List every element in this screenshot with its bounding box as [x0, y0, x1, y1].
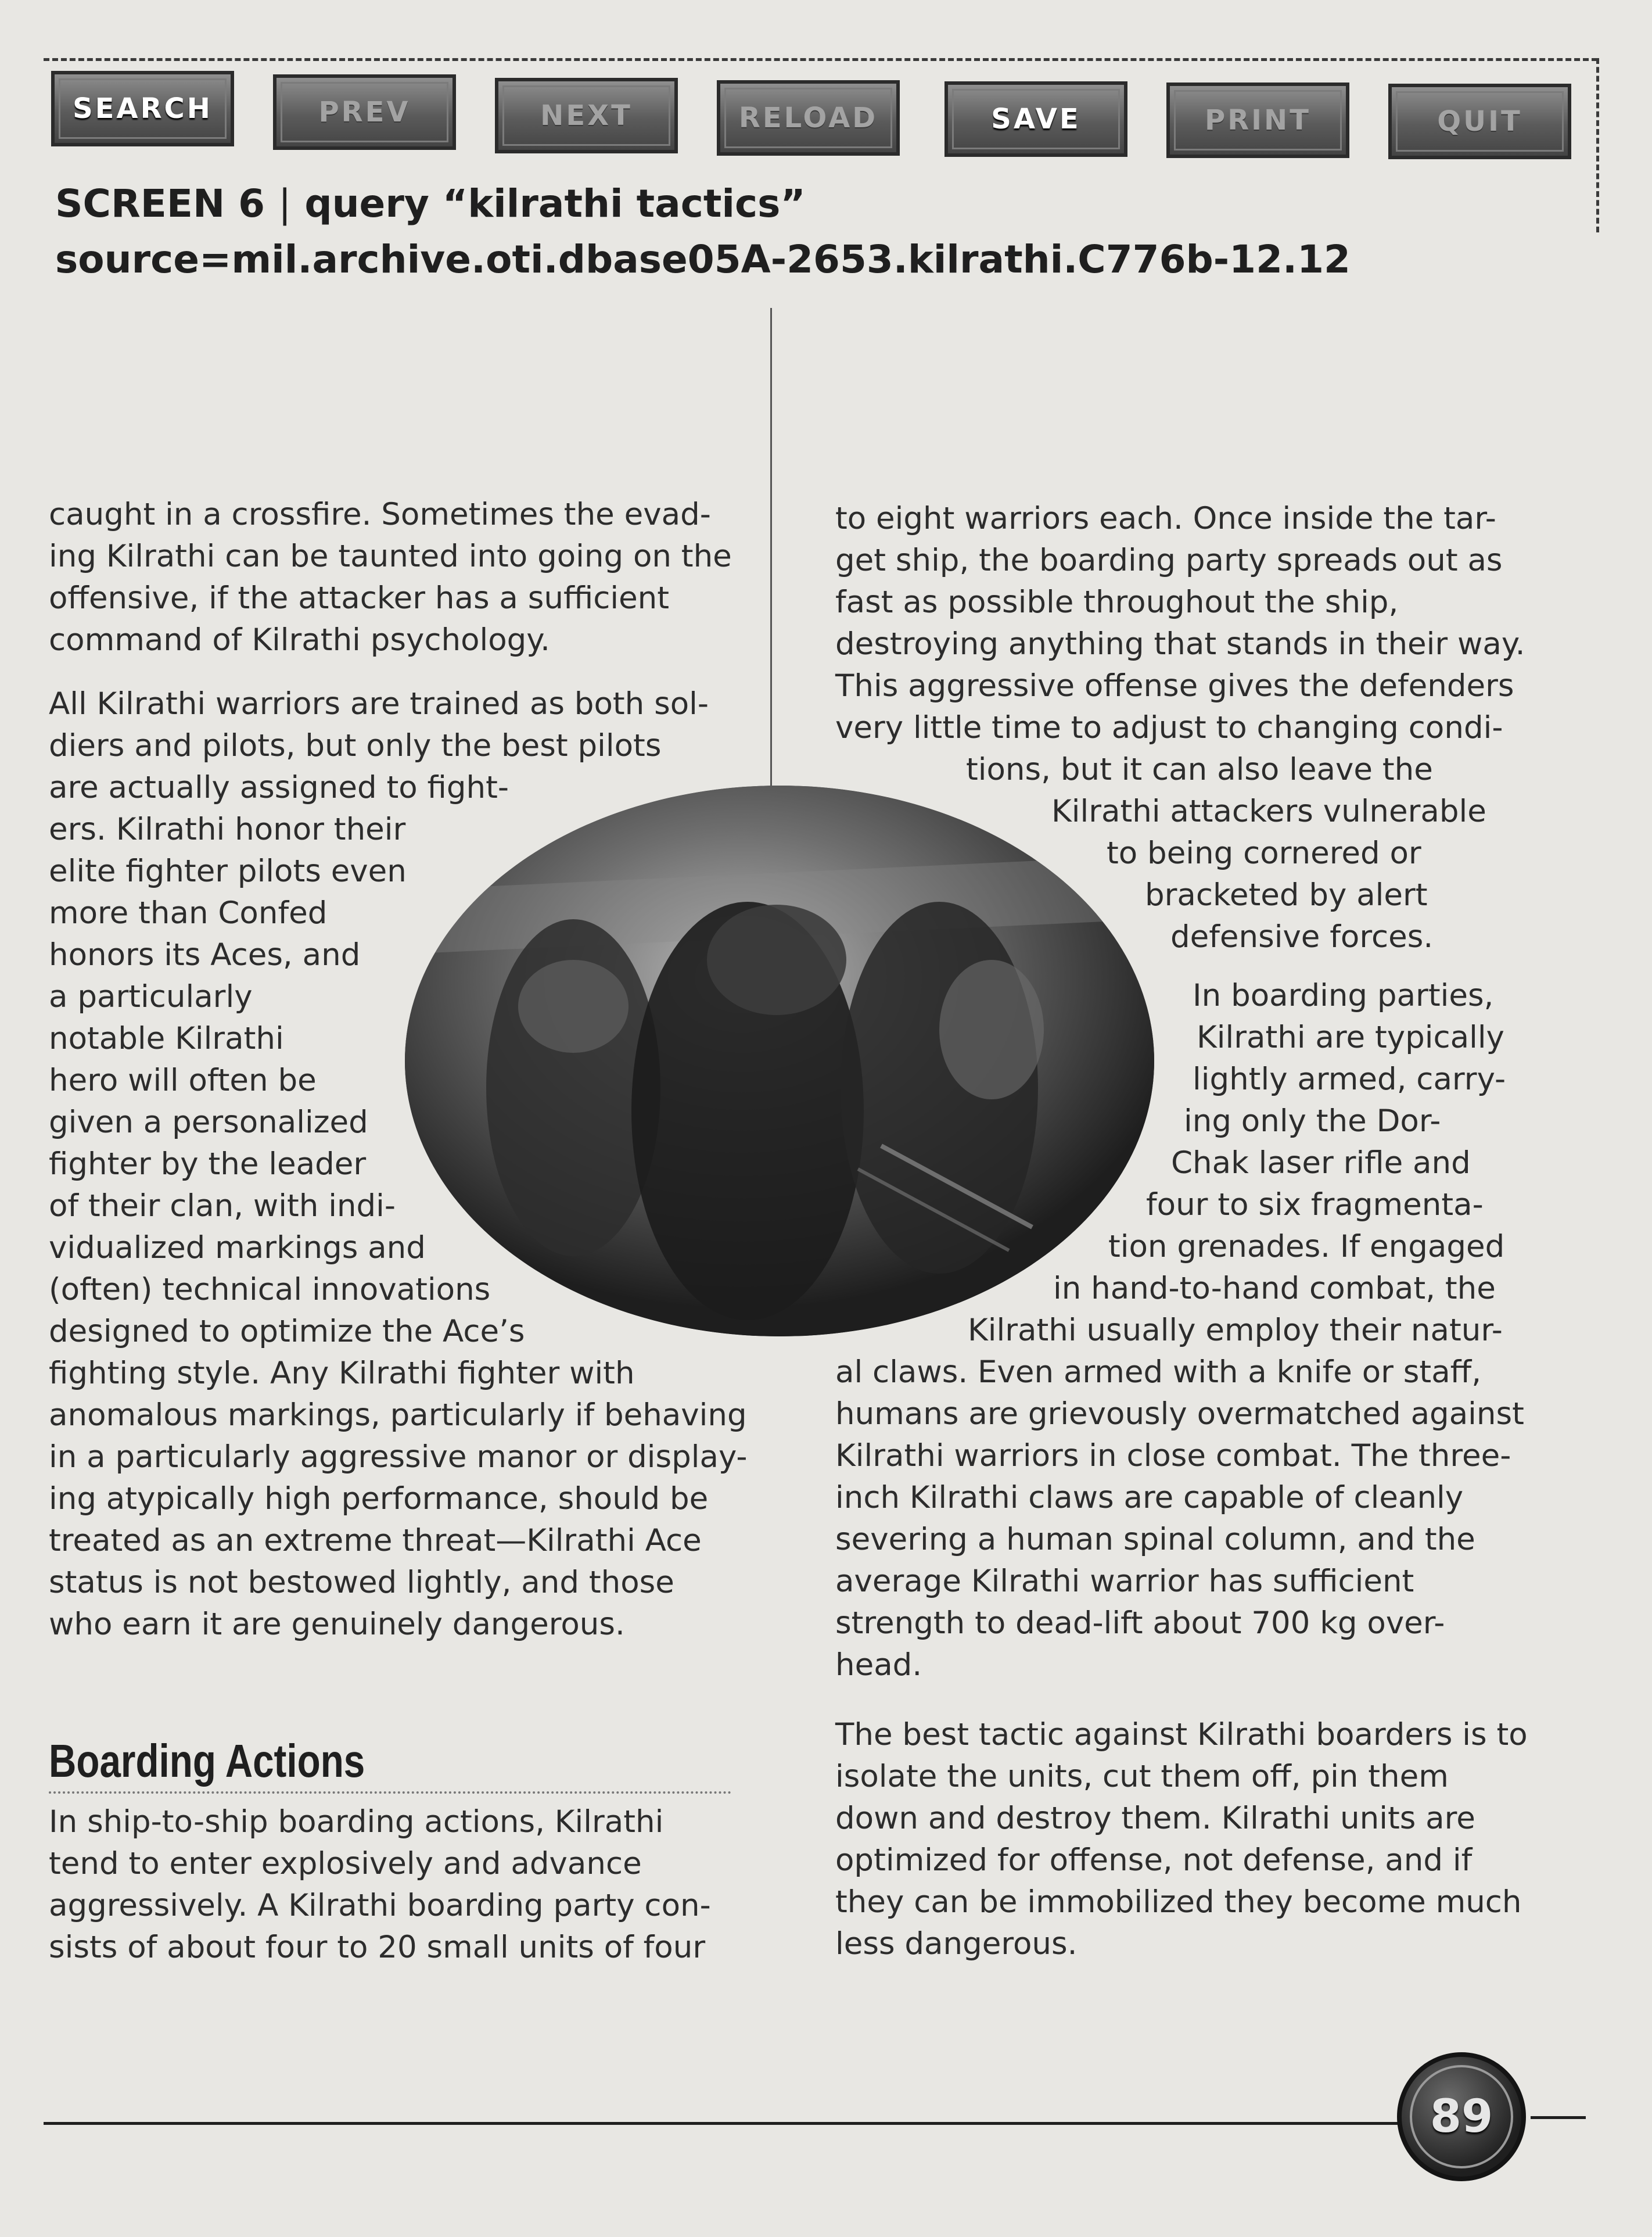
- text-line: destroying anything that stands in their way.: [835, 626, 1525, 662]
- text-line: a particularly: [49, 979, 253, 1014]
- text-line: honors its Aces, and: [49, 937, 361, 973]
- text-line: average Kilrathi warrior has sufficient: [835, 1564, 1414, 1599]
- nav-toolbar: [51, 71, 1579, 158]
- kilrathi-boarding-party-photo: [405, 786, 1154, 1336]
- text-line: ing Kilrathi can be taunted into going on the: [49, 539, 732, 574]
- text-line: head.: [835, 1647, 922, 1683]
- text-line: notable Kilrathi: [49, 1021, 284, 1056]
- header-dashed-frame-right: [1596, 58, 1599, 232]
- save-button[interactable]: SAVE: [944, 81, 1127, 157]
- text-line: This aggressive offense gives the defenders: [835, 668, 1514, 704]
- text-line: given a personalized: [49, 1105, 368, 1140]
- reload-button[interactable]: RELOAD: [717, 80, 900, 156]
- text-line: diers and pilots, but only the best pilots: [49, 728, 662, 763]
- footer-rule-left: [44, 2122, 1403, 2125]
- text-line: in a particularly aggressive manor or display-: [49, 1439, 748, 1475]
- text-line: fast as possible throughout the ship,: [835, 585, 1399, 620]
- title-separator: |: [278, 181, 292, 226]
- text-line: treated as an extreme threat—Kilrathi Ace: [49, 1523, 702, 1558]
- left-paragraph-1: [49, 494, 732, 661]
- footer-rule-right: [1531, 2116, 1586, 2119]
- text-line: get ship, the boarding party spreads out as: [835, 543, 1503, 578]
- quit-button[interactable]: QUIT: [1388, 84, 1571, 159]
- text-line: ers. Kilrathi honor their: [49, 812, 406, 847]
- text-line: vidualized markings and: [49, 1230, 426, 1266]
- text-line: down and destroy them. Kilrathi units are: [835, 1801, 1475, 1836]
- column-divider: [770, 308, 772, 790]
- source-path: source=mil.archive.oti.dbase05A-2653.kilrathi.C776b-12.12: [55, 237, 1351, 282]
- query-text: query “kilrathi tactics”: [304, 181, 806, 226]
- text-line: In ship-to-ship boarding actions, Kilrathi: [49, 1804, 664, 1840]
- text-line: to eight warriors each. Once inside the tar-: [835, 501, 1496, 536]
- text-line: status is not bestowed lightly, and those: [49, 1565, 674, 1600]
- photo-illustration: [405, 786, 1154, 1336]
- text-line: defensive forces.: [1170, 919, 1434, 955]
- text-line: designed to optimize the Ace’s: [49, 1314, 525, 1349]
- text-line: fighter by the leader: [49, 1146, 367, 1182]
- text-line: bracketed by alert: [1145, 877, 1428, 913]
- text-line: al claws. Even armed with a knife or staff,: [835, 1354, 1482, 1390]
- text-line: who earn it are genuinely dangerous.: [49, 1607, 625, 1642]
- text-line: Kilrathi usually employ their natur-: [968, 1313, 1503, 1348]
- text-line: very little time to adjust to changing condi-: [835, 710, 1503, 745]
- page-number: 89: [1430, 2091, 1493, 2143]
- text-line: isolate the units, cut them off, pin them: [835, 1759, 1449, 1794]
- text-line: anomalous markings, particularly if behaving: [49, 1397, 747, 1433]
- section-heading: Boarding Actions: [49, 1735, 365, 1787]
- text-line: sists of about four to 20 small units of four: [49, 1930, 706, 1965]
- text-line: more than Confed: [49, 895, 328, 931]
- text-line: tion grenades. If engaged: [1108, 1229, 1505, 1264]
- text-line: to being cornered or: [1107, 836, 1421, 871]
- text-line: Kilrathi are typically: [1197, 1020, 1504, 1055]
- page-number-badge: [1397, 2052, 1526, 2181]
- text-line: tend to enter explosively and advance: [49, 1846, 642, 1881]
- text-line: In boarding parties,: [1193, 978, 1494, 1013]
- header-dashed-frame-top: [44, 58, 1597, 61]
- text-line: Kilrathi warriors in close combat. The three-: [835, 1438, 1511, 1474]
- text-line: All Kilrathi warriors are trained as both sol-: [49, 686, 709, 722]
- text-line: tions, but it can also leave the: [966, 752, 1433, 787]
- text-line: hero will often be: [49, 1063, 317, 1098]
- text-line: elite fighter pilots even: [49, 854, 407, 889]
- screen-label: SCREEN 6: [55, 181, 265, 226]
- text-line: are actually assigned to fight-: [49, 770, 509, 805]
- text-line: aggressively. A Kilrathi boarding party con-: [49, 1888, 711, 1923]
- text-line: lightly armed, carry-: [1193, 1062, 1506, 1097]
- text-line: less dangerous.: [835, 1926, 1078, 1962]
- text-line: (often) technical innovations: [49, 1272, 491, 1307]
- text-line: four to six fragmenta-: [1146, 1187, 1484, 1223]
- text-line: Kilrathi attackers vulnerable: [1051, 794, 1486, 829]
- text-line: ing atypically high performance, should be: [49, 1481, 709, 1517]
- text-line: offensive, if the attacker has a sufficient: [49, 580, 670, 616]
- heading-dotted-rule: [49, 1791, 731, 1794]
- text-line: inch Kilrathi claws are capable of cleanly: [835, 1480, 1464, 1515]
- left-paragraph-3: [49, 1801, 711, 1969]
- next-button[interactable]: NEXT: [495, 78, 678, 153]
- text-line: in hand-to-hand combat, the: [1053, 1271, 1496, 1306]
- text-line: The best tactic against Kilrathi boarders is to: [835, 1717, 1528, 1752]
- text-line: they can be immobilized they become much: [835, 1884, 1522, 1920]
- text-line: optimized for offense, not defense, and if: [835, 1842, 1473, 1878]
- text-line: fighting style. Any Kilrathi fighter with: [49, 1356, 635, 1391]
- right-paragraph-3: [835, 1714, 1528, 1965]
- text-line: strength to dead-lift about 700 kg over-: [835, 1605, 1445, 1641]
- text-line: ing only the Dor-: [1184, 1103, 1441, 1139]
- text-line: severing a human spinal column, and the: [835, 1522, 1475, 1557]
- text-line: caught in a crossfire. Sometimes the evad-: [49, 497, 711, 532]
- screen-title: [55, 181, 806, 226]
- prev-button[interactable]: PREV: [273, 74, 456, 150]
- print-button[interactable]: PRINT: [1166, 83, 1349, 158]
- text-line: Chak laser rifle and: [1171, 1145, 1471, 1181]
- text-line: command of Kilrathi psychology.: [49, 622, 550, 658]
- text-line: humans are grievously overmatched against: [835, 1396, 1524, 1432]
- search-button[interactable]: SEARCH: [51, 71, 234, 146]
- text-line: of their clan, with indi-: [49, 1188, 396, 1224]
